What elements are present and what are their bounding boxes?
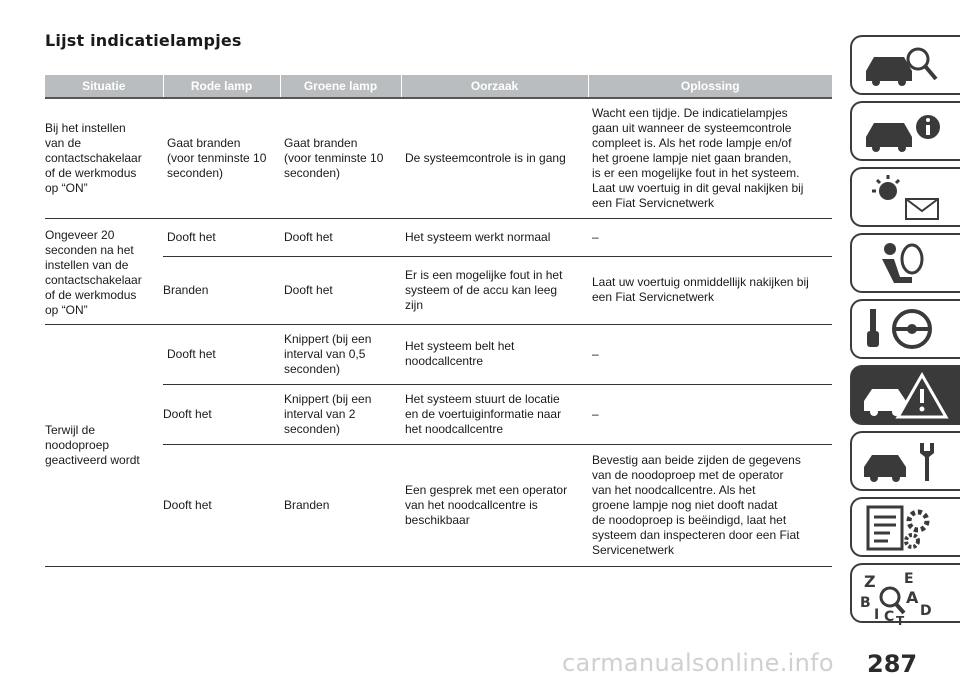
header-rode-lamp: Rode lamp bbox=[163, 75, 280, 98]
cell-oorzaak: Er is een mogelijke fout in het systeem of de accu kan leeg zijn bbox=[401, 256, 588, 324]
cell-groene-lamp: Gaat branden (voor tenminste 10 seconden) bbox=[280, 98, 401, 218]
indicator-lamps-table bbox=[45, 75, 832, 567]
car-info-icon bbox=[860, 107, 950, 157]
specs-gears-icon bbox=[860, 503, 950, 553]
car-wrench-icon bbox=[860, 437, 950, 487]
cell-groene-lamp: Dooft het bbox=[280, 256, 401, 324]
tab-airbag-seat[interactable] bbox=[850, 233, 960, 293]
cell-oorzaak: De systeemcontrole is in gang bbox=[401, 98, 588, 218]
svg-text:I: I bbox=[874, 607, 880, 623]
table-row bbox=[45, 256, 832, 324]
svg-text:T: T bbox=[896, 614, 905, 625]
header-groene-lamp: Groene lamp bbox=[280, 75, 401, 98]
header-oplossing: Oplossing bbox=[588, 75, 832, 98]
cell-groene-lamp: Knippert (bij een interval van 0,5 seconden) bbox=[280, 324, 401, 384]
car-search-icon bbox=[860, 41, 950, 91]
alphabetical-index-icon bbox=[860, 569, 950, 625]
table-header-row bbox=[45, 75, 832, 98]
cell-oorzaak: Het systeem stuurt de locatie en de voertuiginformatie naar het noodcallcentre bbox=[401, 384, 588, 444]
cell-oplossing: – bbox=[588, 384, 832, 444]
warning-lights-icon bbox=[860, 173, 950, 223]
cell-situatie: Ongeveer 20 seconden na het instellen van de contactschakelaar of de werkmodus op “ON” bbox=[45, 218, 163, 324]
tab-car-search[interactable] bbox=[850, 35, 960, 95]
key-steering-wheel-icon bbox=[860, 305, 950, 355]
cell-groene-lamp: Branden bbox=[280, 444, 401, 566]
header-oorzaak: Oorzaak bbox=[401, 75, 588, 98]
cell-oplossing: Laat uw voertuig onmiddellijk nakijken bij een Fiat Servicnetwerk bbox=[588, 256, 832, 324]
cell-oplossing: Bevestig aan beide zijden de gegevens van de noodoproep met de operator van het noodcallcentre. Als het groene lampje nog niet dooft nadat de noodoproep is beëindigd, laat het systeem dan inspecteren door een Fiat Servicenetwerk bbox=[588, 444, 832, 566]
header-situatie: Situatie bbox=[45, 75, 163, 98]
cell-oorzaak: Het systeem werkt normaal bbox=[401, 218, 588, 256]
tab-car-wrench[interactable] bbox=[850, 431, 960, 491]
cell-oplossing: – bbox=[588, 218, 832, 256]
svg-text:Z: Z bbox=[864, 572, 876, 591]
cell-oorzaak: Het systeem belt het noodcallcentre bbox=[401, 324, 588, 384]
svg-text:E: E bbox=[904, 571, 914, 587]
tab-warning-lights[interactable] bbox=[850, 167, 960, 227]
watermark: carmanualsonline.info bbox=[562, 649, 834, 677]
svg-text:B: B bbox=[860, 595, 871, 611]
svg-text:A: A bbox=[906, 588, 919, 607]
table-row bbox=[45, 218, 832, 256]
tab-alphabetical-index[interactable] bbox=[850, 563, 960, 623]
cell-rode-lamp: Gaat branden (voor tenminste 10 seconden) bbox=[163, 98, 280, 218]
cell-rode-lamp: Dooft het bbox=[163, 324, 280, 384]
cell-situatie: Bij het instellen van de contactschakelaar of de werkmodus op “ON” bbox=[45, 98, 163, 218]
cell-rode-lamp: Dooft het bbox=[163, 218, 280, 256]
table-row bbox=[45, 384, 832, 444]
cell-oorzaak: Een gesprek met een operator van het noodcallcentre is beschikbaar bbox=[401, 444, 588, 566]
tab-key-steering-wheel[interactable] bbox=[850, 299, 960, 359]
svg-text:D: D bbox=[920, 603, 932, 619]
cell-oplossing: Wacht een tijdje. De indicatielampjes gaan uit wanneer de systeemcontrole compleet is. Als het rode lampje en/of het groene lampje niet gaan branden, is er een mogelijke fout in het systeem. Laat uw voertuig in dit geval nakijken bij een Fiat Servicnetwerk bbox=[588, 98, 832, 218]
cell-oplossing: – bbox=[588, 324, 832, 384]
car-emergency-warning-icon bbox=[860, 371, 950, 421]
page-number: 287 bbox=[867, 650, 918, 678]
cell-rode-lamp: Branden bbox=[163, 256, 280, 324]
table-row bbox=[45, 324, 832, 384]
tab-car-info[interactable] bbox=[850, 101, 960, 161]
cell-groene-lamp: Dooft het bbox=[280, 218, 401, 256]
cell-rode-lamp: Dooft het bbox=[163, 444, 280, 566]
cell-groene-lamp: Knippert (bij een interval van 2 seconden) bbox=[280, 384, 401, 444]
svg-text:C: C bbox=[884, 609, 895, 625]
cell-situatie: Terwijl de noodoproep geactiveerd wordt bbox=[45, 324, 163, 566]
tab-car-emergency[interactable] bbox=[850, 365, 960, 425]
page-title: Lijst indicatielampjes bbox=[45, 31, 242, 50]
table-row bbox=[45, 98, 832, 218]
tab-specs-gears[interactable] bbox=[850, 497, 960, 557]
cell-rode-lamp: Dooft het bbox=[163, 384, 280, 444]
table-row bbox=[45, 444, 832, 566]
airbag-seat-icon bbox=[860, 239, 950, 289]
